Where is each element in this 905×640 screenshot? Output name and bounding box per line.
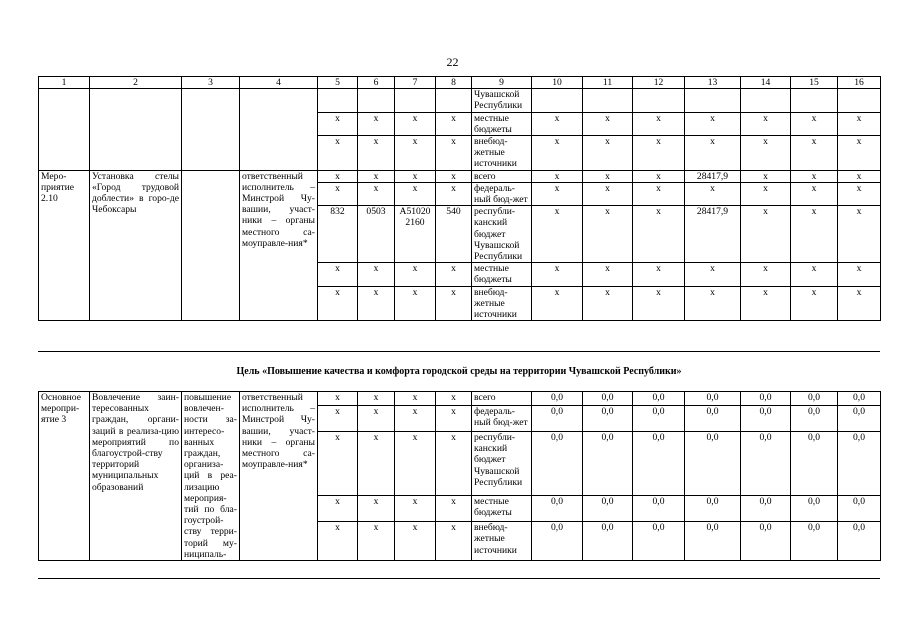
year-value-cell: x [532, 286, 583, 321]
year-value-cell: 0,0 [583, 392, 633, 406]
column-header: 13 [685, 77, 741, 89]
year-value-cell: x [685, 182, 741, 205]
code-grbs-cell: x [318, 170, 358, 182]
year-value-cell: 0,0 [685, 392, 741, 406]
year-value-cell: x [791, 286, 838, 321]
year-value-cell: x [583, 286, 633, 321]
code-section-cell [358, 89, 395, 112]
empty-cell-3 [182, 89, 240, 170]
column-header: 11 [583, 77, 633, 89]
code-section-cell: x [358, 286, 395, 321]
measure-name-cell: Установка стелы «Город трудовой доблести» в горо-де Чебоксары [90, 170, 182, 321]
year-value-cell: x [741, 206, 791, 263]
year-value-cell: x [532, 182, 583, 205]
year-value-cell: x [583, 112, 633, 135]
year-value-cell: x [791, 136, 838, 171]
code-target-cell: А51020 2160 [395, 206, 436, 263]
funding-source-cell: федераль-ный бюд-жет [472, 405, 532, 431]
year-value-cell: x [583, 206, 633, 263]
code-target-cell: x [395, 522, 436, 561]
year-value-cell: 0,0 [791, 431, 838, 495]
year-value-cell: x [532, 263, 583, 286]
measure-name-cell: Вовлечение заин-тересованных граждан, органи-заций в реализа-цию мероприятий по благоустрой-ству территорий муниципальных образований [90, 392, 182, 561]
year-value-cell [583, 89, 633, 112]
budget-table-top [38, 76, 881, 321]
column-header: 10 [532, 77, 583, 89]
column-header: 16 [838, 77, 881, 89]
budget-table-bottom [38, 391, 881, 561]
code-target-cell [395, 89, 436, 112]
code-grbs-cell: 832 [318, 206, 358, 263]
code-type-cell [436, 89, 472, 112]
year-value-cell: x [741, 170, 791, 182]
year-value-cell: 0,0 [532, 405, 583, 431]
code-grbs-cell: x [318, 405, 358, 431]
code-grbs-cell: x [318, 263, 358, 286]
measure-executor-cell: ответственный исполнитель – Минстрой Чу-вашии, участ-ники – органы местного са-моуправле-ния* [240, 170, 318, 321]
year-value-cell: x [583, 170, 633, 182]
funding-source-cell: республи-канский бюджет Чувашской Республики [472, 431, 532, 495]
year-value-cell: x [583, 182, 633, 205]
code-target-cell: x [395, 182, 436, 205]
funding-source-cell: внебюд-жетные источники [472, 136, 532, 171]
year-value-cell: x [685, 112, 741, 135]
code-target-cell: x [395, 495, 436, 521]
funding-source-cell: местные бюджеты [472, 495, 532, 521]
code-target-cell: x [395, 431, 436, 495]
code-target-cell: x [395, 112, 436, 135]
empty-cell-4 [240, 89, 318, 170]
code-section-cell: x [358, 405, 395, 431]
code-type-cell: x [436, 182, 472, 205]
year-value-cell: 0,0 [838, 522, 881, 561]
code-type-cell: x [436, 136, 472, 171]
year-value-cell: 28417,9 [685, 206, 741, 263]
code-section-cell: x [358, 263, 395, 286]
year-value-cell: 0,0 [838, 495, 881, 521]
year-value-cell [685, 89, 741, 112]
column-header: 8 [436, 77, 472, 89]
code-grbs-cell: x [318, 431, 358, 495]
year-value-cell: x [633, 112, 685, 135]
year-value-cell: x [685, 136, 741, 171]
code-grbs-cell: x [318, 112, 358, 135]
code-section-cell: x [358, 431, 395, 495]
code-type-cell: x [436, 392, 472, 406]
column-header: 2 [90, 77, 182, 89]
empty-cell-2 [90, 89, 182, 170]
year-value-cell: 0,0 [685, 405, 741, 431]
code-target-cell: x [395, 392, 436, 406]
code-section-cell: x [358, 170, 395, 182]
year-value-cell [791, 89, 838, 112]
code-target-cell: x [395, 170, 436, 182]
funding-source-cell: Чувашской Республики [472, 89, 532, 112]
year-value-cell: x [741, 286, 791, 321]
funding-source-cell: внебюд-жетные источники [472, 286, 532, 321]
year-value-cell: 0,0 [741, 392, 791, 406]
code-section-cell: x [358, 392, 395, 406]
year-value-cell: 0,0 [838, 431, 881, 495]
year-value-cell: x [791, 112, 838, 135]
code-section-cell: x [358, 495, 395, 521]
year-value-cell: 0,0 [741, 431, 791, 495]
year-value-cell: 28417,9 [685, 170, 741, 182]
year-value-cell: x [791, 170, 838, 182]
code-section-cell: 0503 [358, 206, 395, 263]
year-value-cell: x [741, 112, 791, 135]
code-grbs-cell: x [318, 182, 358, 205]
measure-executor-cell: ответственный исполнитель – Минстрой Чу-вашии, участ-ники – органы местного са-моуправле-ния* [240, 392, 318, 561]
funding-source-cell: местные бюджеты [472, 112, 532, 135]
table-bottom-rule [38, 578, 880, 579]
code-target-cell: x [395, 136, 436, 171]
year-value-cell [741, 89, 791, 112]
funding-source-cell: всего [472, 392, 532, 406]
code-type-cell: x [436, 405, 472, 431]
funding-source-cell: всего [472, 170, 532, 182]
year-value-cell: 0,0 [685, 522, 741, 561]
year-value-cell: x [633, 136, 685, 171]
code-type-cell: x [436, 112, 472, 135]
year-value-cell: 0,0 [633, 431, 685, 495]
column-header: 14 [741, 77, 791, 89]
year-value-cell: 0,0 [791, 405, 838, 431]
year-value-cell: 0,0 [741, 405, 791, 431]
column-header: 4 [240, 77, 318, 89]
year-value-cell: 0,0 [583, 495, 633, 521]
measure-result-cell [182, 170, 240, 321]
code-type-cell: x [436, 170, 472, 182]
year-value-cell: 0,0 [532, 392, 583, 406]
column-header: 6 [358, 77, 395, 89]
year-value-cell [532, 89, 583, 112]
measure-result-cell: повышение вовлечен-ности за-интересо-ванных граждан, организа-ций в реа-лизацию мероприя-тий по бла-гоустрой-ству терри-торий му-ниципаль- [182, 392, 240, 561]
funding-source-cell: местные бюджеты [472, 263, 532, 286]
year-value-cell: 0,0 [633, 522, 685, 561]
code-section-cell: x [358, 522, 395, 561]
code-type-cell: x [436, 495, 472, 521]
year-value-cell: x [532, 206, 583, 263]
year-value-cell: x [532, 136, 583, 171]
year-value-cell: 0,0 [791, 522, 838, 561]
page-number: 22 [446, 55, 459, 69]
year-value-cell: 0,0 [532, 522, 583, 561]
year-value-cell: 0,0 [583, 405, 633, 431]
code-section-cell: x [358, 136, 395, 171]
header-row [39, 77, 881, 89]
code-type-cell: x [436, 431, 472, 495]
year-value-cell: 0,0 [791, 392, 838, 406]
funding-source-cell: федераль-ный бюд-жет [472, 182, 532, 205]
table-row [39, 392, 881, 406]
code-grbs-cell: x [318, 522, 358, 561]
code-type-cell: x [436, 522, 472, 561]
year-value-cell: 0,0 [583, 522, 633, 561]
year-value-cell: x [633, 206, 685, 263]
code-grbs-cell: x [318, 286, 358, 321]
year-value-cell: x [685, 286, 741, 321]
table-row [39, 89, 881, 112]
year-value-cell: 0,0 [741, 495, 791, 521]
year-value-cell: x [838, 170, 881, 182]
funding-source-cell: республи-канский бюджет Чувашской Республики [472, 206, 532, 263]
section-divider [38, 351, 880, 352]
year-value-cell: x [685, 263, 741, 286]
code-grbs-cell: x [318, 136, 358, 171]
year-value-cell: x [838, 263, 881, 286]
year-value-cell: 0,0 [583, 431, 633, 495]
measure-number-cell: Основное меропри-ятие 3 [39, 392, 90, 561]
column-header: 15 [791, 77, 838, 89]
year-value-cell [633, 89, 685, 112]
year-value-cell: x [532, 112, 583, 135]
year-value-cell: x [741, 136, 791, 171]
code-grbs-cell [318, 89, 358, 112]
code-grbs-cell: x [318, 392, 358, 406]
column-header: 3 [182, 77, 240, 89]
code-target-cell: x [395, 405, 436, 431]
year-value-cell: x [583, 263, 633, 286]
year-value-cell: 0,0 [532, 495, 583, 521]
year-value-cell: x [838, 286, 881, 321]
empty-cell-1 [39, 89, 90, 170]
year-value-cell: x [791, 182, 838, 205]
year-value-cell: 0,0 [685, 431, 741, 495]
code-type-cell: 540 [436, 206, 472, 263]
measure-number-cell: Меро-приятие 2.10 [39, 170, 90, 321]
year-value-cell: 0,0 [838, 405, 881, 431]
year-value-cell: x [532, 170, 583, 182]
funding-source-cell: внебюд-жетные источники [472, 522, 532, 561]
year-value-cell: x [838, 136, 881, 171]
code-target-cell: x [395, 286, 436, 321]
year-value-cell: x [791, 263, 838, 286]
year-value-cell: x [633, 182, 685, 205]
year-value-cell: 0,0 [685, 495, 741, 521]
year-value-cell [838, 89, 881, 112]
column-header: 7 [395, 77, 436, 89]
year-value-cell: x [633, 170, 685, 182]
code-section-cell: x [358, 182, 395, 205]
year-value-cell: x [838, 206, 881, 263]
code-type-cell: x [436, 286, 472, 321]
goal-heading: Цель «Повышение качества и комфорта городской среды на территории Чувашской Республики» [236, 366, 682, 377]
year-value-cell: x [791, 206, 838, 263]
year-value-cell: x [838, 182, 881, 205]
year-value-cell: 0,0 [741, 522, 791, 561]
year-value-cell: 0,0 [633, 495, 685, 521]
year-value-cell: 0,0 [791, 495, 838, 521]
year-value-cell: x [633, 263, 685, 286]
year-value-cell: x [741, 182, 791, 205]
code-grbs-cell: x [318, 495, 358, 521]
column-header: 5 [318, 77, 358, 89]
year-value-cell: 0,0 [633, 392, 685, 406]
year-value-cell: 0,0 [532, 431, 583, 495]
column-header: 9 [472, 77, 532, 89]
year-value-cell: x [633, 286, 685, 321]
code-section-cell: x [358, 112, 395, 135]
column-header: 1 [39, 77, 90, 89]
column-header: 12 [633, 77, 685, 89]
year-value-cell: x [838, 112, 881, 135]
code-target-cell: x [395, 263, 436, 286]
year-value-cell: 0,0 [838, 392, 881, 406]
year-value-cell: x [583, 136, 633, 171]
code-type-cell: x [436, 263, 472, 286]
year-value-cell: 0,0 [633, 405, 685, 431]
table-row [39, 170, 881, 182]
year-value-cell: x [741, 263, 791, 286]
